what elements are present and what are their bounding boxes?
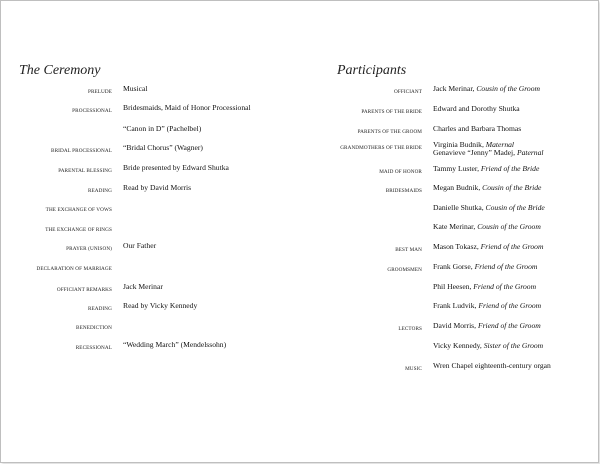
participant-label: GROOMSMEN [387, 267, 422, 273]
participant-value: Tammy Luster, Friend of the Bride [433, 164, 540, 173]
ceremony-value: “Wedding March” (Mendelssohn) [123, 340, 227, 349]
participant-value: Charles and Barbara Thomas [433, 124, 522, 133]
ceremony-label: DECLARATION OF MARRIAGE [36, 266, 112, 272]
ceremony-label: THE EXCHANGE OF RINGS [45, 227, 112, 233]
participant-label: OFFICIANT [394, 89, 422, 95]
ceremony-value: Our Father [123, 241, 157, 250]
ceremony-label: READING [87, 306, 112, 312]
participant-label: MUSIC [405, 366, 422, 372]
participant-label: BRIDESMAIDS [385, 188, 422, 194]
ceremony-value: Read by David Morris [123, 183, 192, 192]
participant-value: Edward and Dorothy Shutka [433, 104, 520, 113]
ceremony-value: “Canon in D” (Pachelbel) [123, 124, 202, 133]
ceremony-label: BENEDICTION [76, 325, 112, 331]
participant-value: Danielle Shutka, Cousin of the Bride [433, 203, 545, 212]
participant-value: Virginia Budnik, Maternal [433, 140, 515, 149]
participant-value: Vicky Kennedy, Sister of the Groom [433, 341, 544, 350]
participant-value: Jack Merinar, Cousin of the Groom [433, 84, 540, 93]
ceremony-label: PROCESSIONAL [72, 108, 112, 114]
ceremony-value: Bride presented by Edward Shutka [123, 163, 229, 172]
participant-value: Phil Heesen, Friend of the Groom [433, 282, 537, 291]
participant-value: Frank Ludvik, Friend of the Groom [433, 301, 542, 310]
participant-label: MAID OF HONOR [379, 169, 422, 175]
ceremony-value: Jack Merinar [123, 282, 163, 291]
ceremony-label: PRAYER (UNISON) [66, 246, 112, 252]
ceremony-heading: The Ceremony [19, 63, 101, 78]
ceremony-label: PRELUDE [87, 89, 112, 95]
participant-value: Kate Merinar, Cousin of the Groom [433, 222, 541, 231]
ceremony-label: THE EXCHANGE OF VOWS [45, 207, 112, 213]
participant-label: PARENTS OF THE GROOM [357, 129, 422, 135]
ceremony-label: READING [87, 188, 112, 194]
ceremony-value: Read by Vicky Kennedy [123, 301, 198, 310]
participant-label: BEST MAN [395, 247, 422, 253]
ceremony-value: Bridesmaids, Maid of Honor Processional [123, 103, 251, 112]
participant-value: Frank Gorse, Friend of the Groom [433, 262, 538, 271]
participant-value: Wren Chapel eighteenth-century organ [433, 361, 551, 370]
participant-value: Genavieve “Jenny” Madej, Paternal [433, 148, 544, 157]
ceremony-label: PARENTAL BLESSING [58, 168, 112, 174]
ceremony-label: RECESSIONAL [75, 345, 112, 351]
participant-label: GRANDMOTHERS OF THE BRIDE [340, 145, 422, 151]
participants-heading: Participants [337, 63, 407, 78]
ceremony-value: “Bridal Chorus” (Wagner) [123, 143, 203, 152]
ceremony-value: Musical [123, 84, 148, 93]
participant-value: David Morris, Friend of the Groom [433, 321, 541, 330]
ceremony-label: OFFICIANT REMARKS [56, 287, 112, 293]
participant-value: Megan Budnik, Cousin of the Bride [433, 183, 542, 192]
participant-value: Mason Tokasz, Friend of the Groom [433, 242, 544, 251]
participant-label: PARENTS OF THE BRIDE [361, 109, 422, 115]
ceremony-label: BRIDAL PROCESSIONAL [51, 148, 112, 154]
participant-label: LECTORS [398, 326, 422, 332]
